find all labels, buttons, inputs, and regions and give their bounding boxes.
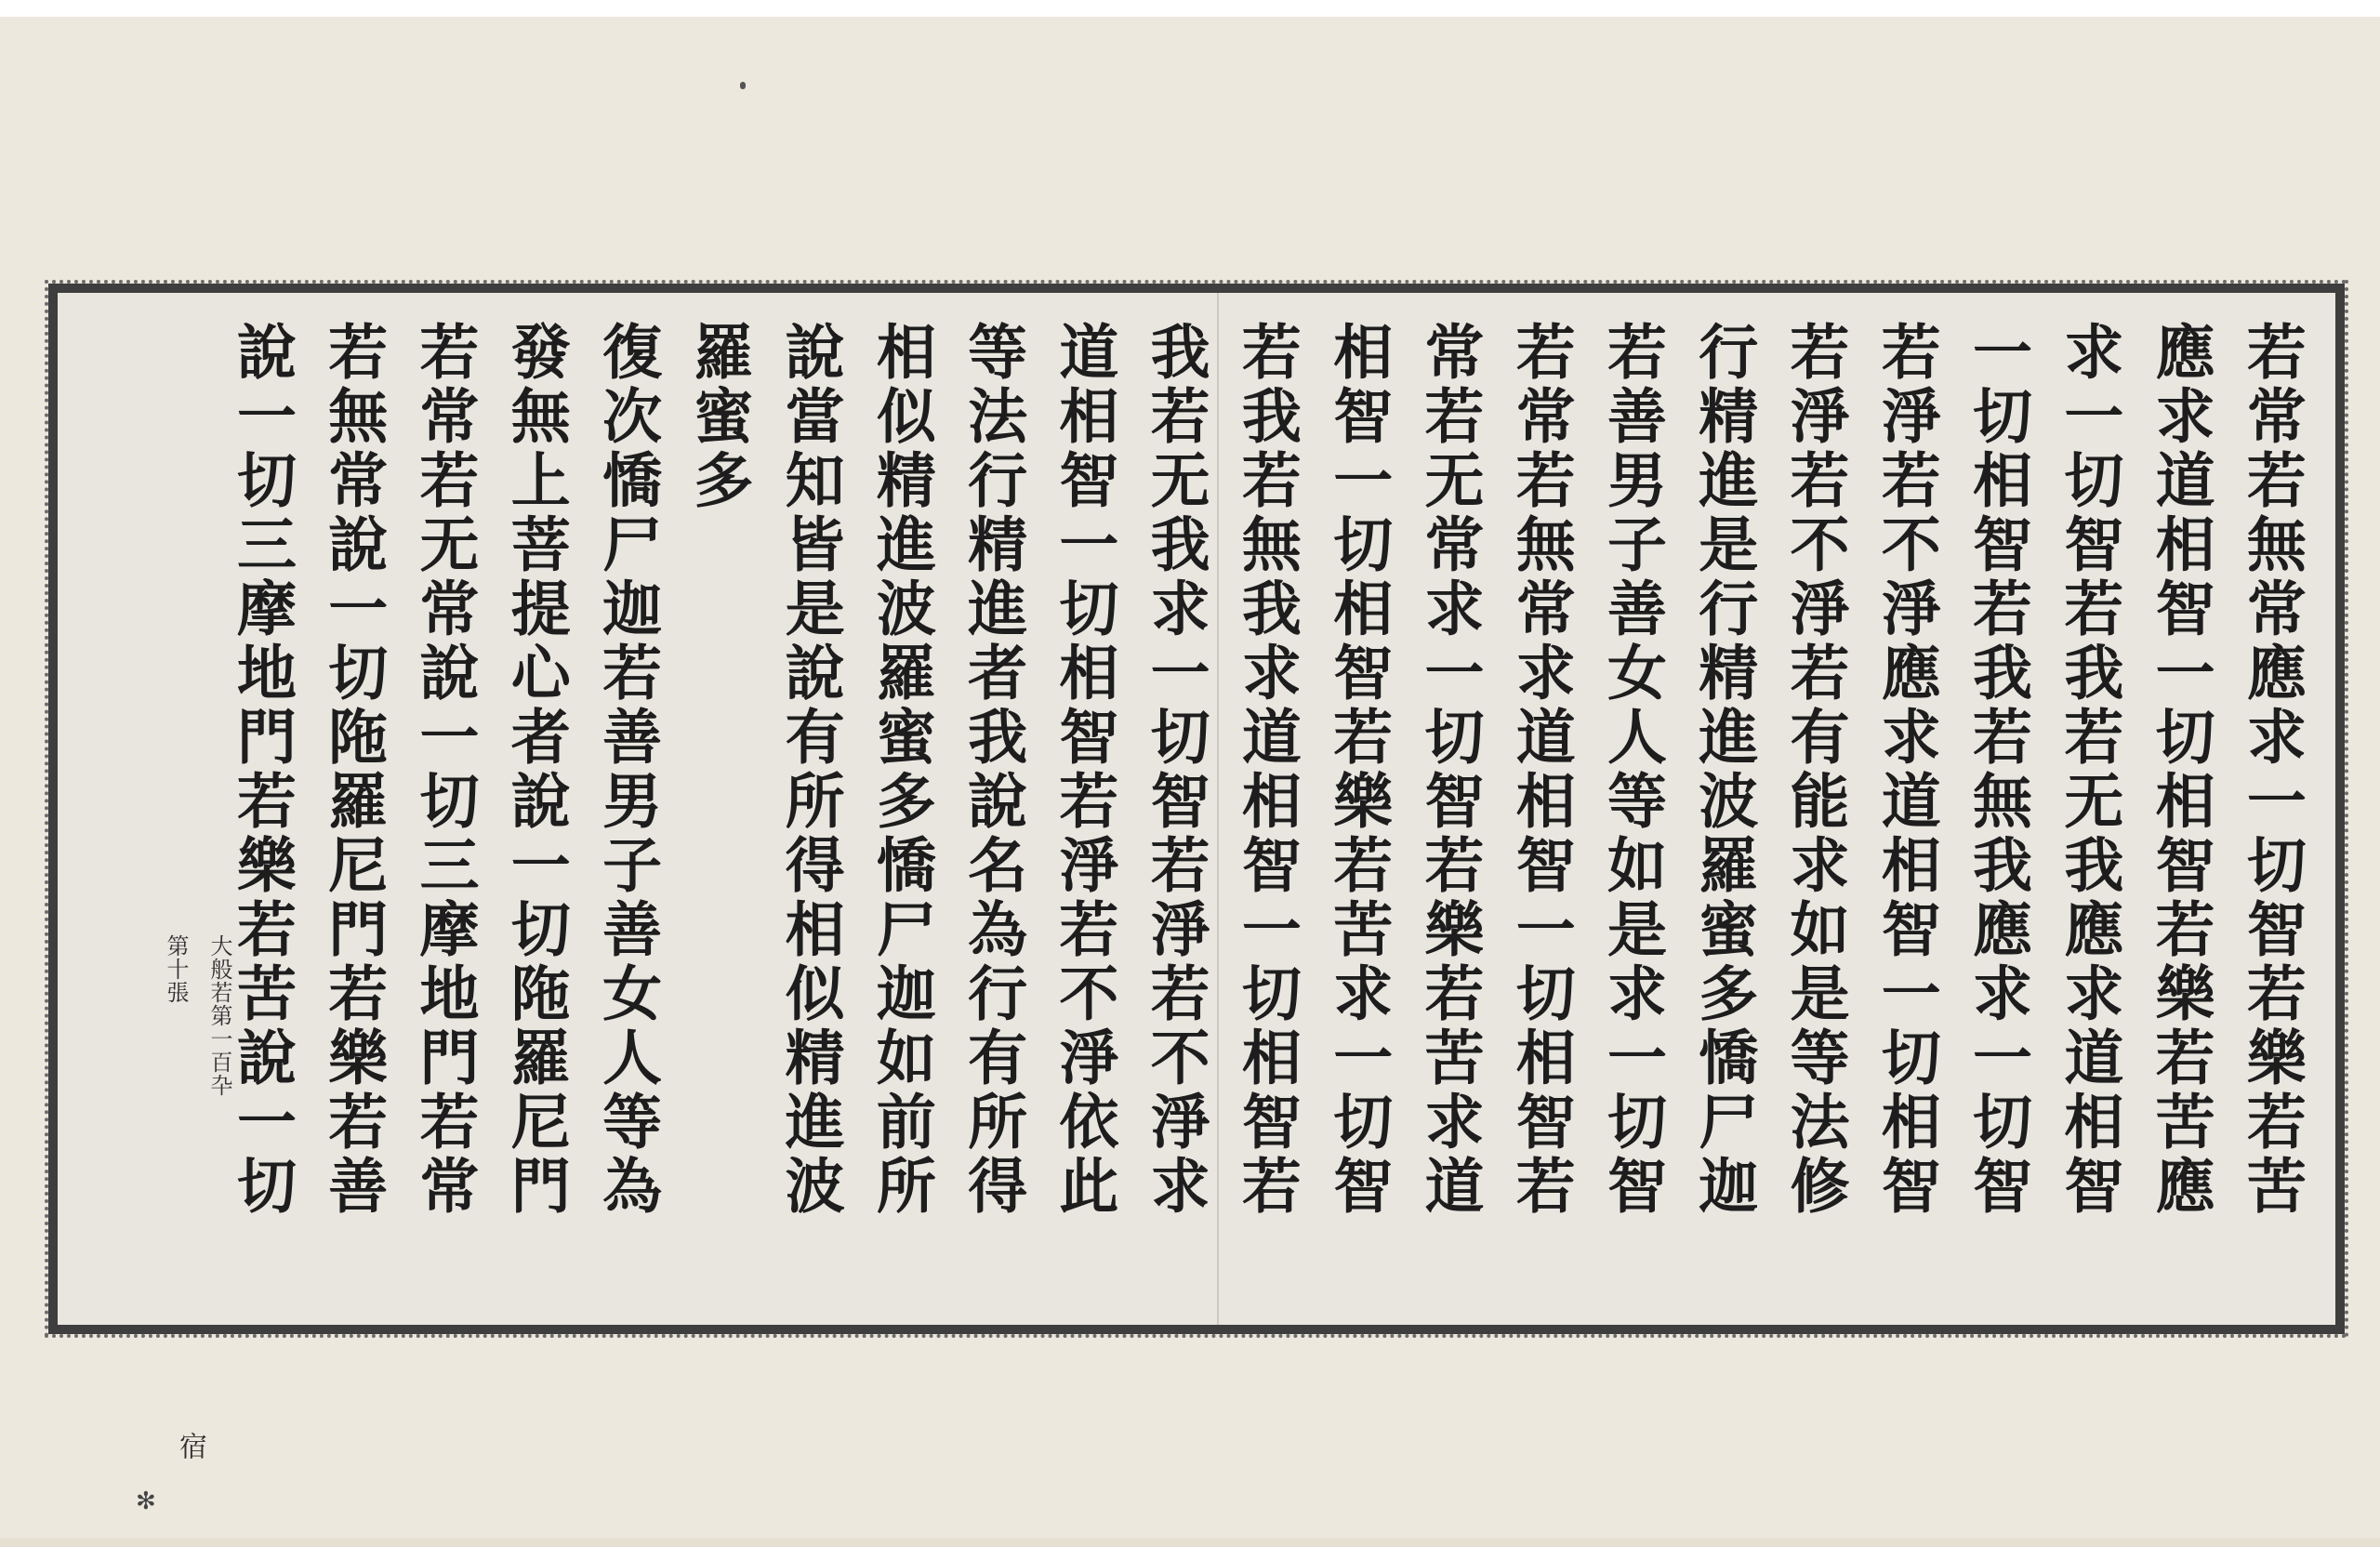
text-column-14: 道相智一切相智若淨若不淨依此 [1049,321,1119,1219]
text-column-8: 若善男子善女人等如是求一切智 [1596,321,1667,1219]
text-column-18: 羅蜜多 [683,321,754,513]
text-column-12: 若我若無我求道相智一切相智若 [1231,321,1302,1219]
margin-page-number: 第十張 [163,934,189,1004]
ink-speck [740,82,746,89]
woodblock-print-frame [48,284,2345,1515]
carver-signature-icon: ✻ [136,1488,156,1515]
text-column-6: 若淨若不淨若有能求如是等法修 [1779,321,1850,1219]
text-column-23: 說一切三摩地門若樂若苦說一切 [227,321,297,1219]
text-column-11: 相智一切相智若樂若苦求一切智 [1323,321,1394,1219]
text-columns [225,321,2307,1297]
text-column-13: 我若无我求一切智若淨若不淨求 [1140,321,1210,1219]
text-column-22: 若無常說一切陁羅尼門若樂若善 [318,321,389,1219]
text-column-3: 求一切智若我若无我應求道相智 [2054,321,2124,1219]
text-column-10: 常若无常求一切智若樂若苦求道 [1414,321,1485,1219]
margin-notes [160,934,236,1097]
text-column-21: 若常若无常說一切三摩地門若常 [409,321,480,1219]
text-column-4: 一切相智若我若無我應求一切智 [1963,321,2033,1219]
margin-title: 大般若第一百卆 [206,934,232,1097]
text-column-2: 應求道相智一切相智若樂若苦應 [2145,321,2215,1219]
text-column-7: 行精進是行精進波羅蜜多憍尸迦 [1688,321,1759,1219]
text-column-17: 說當知皆是說有所得相似精進波 [774,321,845,1219]
paper-top-edge [0,0,2380,17]
text-column-19: 復次憍尸迦若善男子善女人等為 [592,321,663,1219]
text-column-1: 若常若無常應求一切智若樂若苦 [2236,321,2307,1219]
text-column-20: 發無上菩提心者說一切陁羅尼門 [500,321,571,1219]
text-column-5: 若淨若不淨應求道相智一切相智 [1871,321,1941,1219]
text-column-9: 若常若無常求道相智一切相智若 [1505,321,1576,1219]
text-column-16: 相似精進波羅蜜多憍尸迦如前所 [866,321,936,1219]
text-column-15: 等法行精進者我說名為行有所得 [958,321,1028,1219]
carver-mark: 宿 [174,1432,206,1461]
paper-bottom-edge [0,1538,2380,1547]
